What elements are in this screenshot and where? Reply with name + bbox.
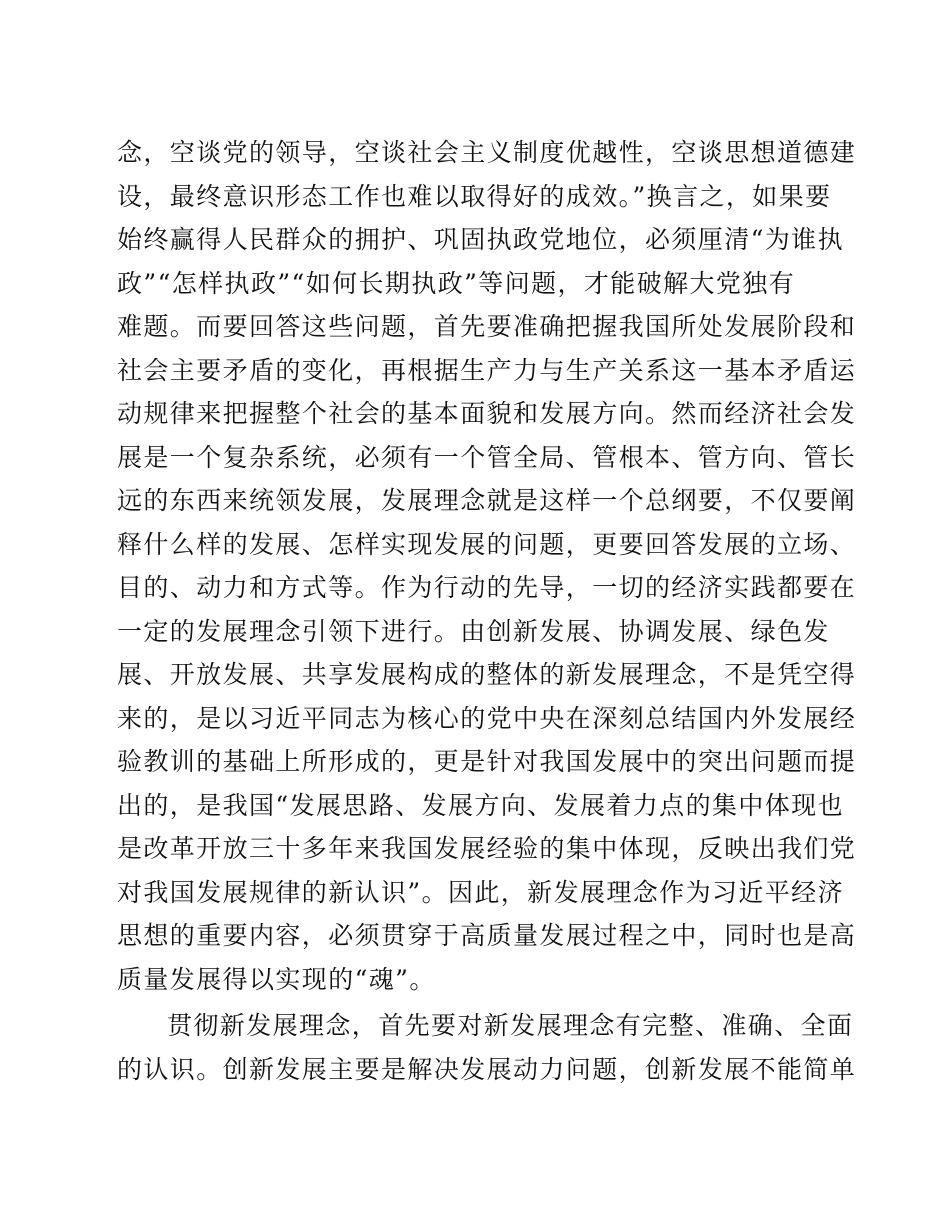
- text-line: 的认识。创新发展主要是解决发展动力问题，创新发展不能简单: [117, 1054, 857, 1084]
- text-line: 展、开放发展、共享发展构成的整体的新发展理念，不是凭空得: [117, 660, 857, 689]
- paragraph-2: [117, 1004, 857, 1091]
- text-line: 验教训的基础上所形成的，更是针对我国发展中的突出问题而提: [117, 747, 857, 776]
- paragraph-1: [117, 131, 857, 1001]
- text-line: 念，空谈党的领导，空谈社会主义制度优越性，空谈思想道德建: [117, 138, 857, 167]
- text-line: 远的东西来统领发展，发展理念就是这样一个总纲要，不仅要阐: [117, 486, 857, 515]
- text-line-indented: 贯彻新发展理念，首先要对新发展理念有完整、准确、全面: [167, 1011, 854, 1040]
- text-line: 对我国发展规律的新认识”。因此，新发展理念作为习近平经济: [117, 877, 844, 907]
- text-line: 政”“怎样执政”“如何长期执政”等问题，才能破解大党独有: [117, 268, 796, 298]
- text-line: 展是一个复杂系统，必须有一个管全局、管根本、管方向、管长: [117, 442, 857, 472]
- body-text: [117, 131, 857, 1091]
- text-line: 社会主要矛盾的变化，再根据生产力与生产关系这一基本矛盾运: [117, 355, 857, 385]
- text-line: 目的、动力和方式等。作为行动的先导，一切的经济实践都要在: [117, 573, 857, 602]
- text-line: 动规律来把握整个社会的基本面貌和发展方向。然而经济社会发: [117, 399, 857, 428]
- text-line: 来的，是以习近平同志为核心的党中央在深刻总结国内外发展经: [117, 703, 857, 733]
- text-line: 设，最终意识形态工作也难以取得好的成效。”换言之，如果要: [117, 181, 832, 211]
- text-line: 质量发展得以实现的“魂”。: [117, 964, 436, 994]
- text-line: 一定的发展理念引领下进行。由创新发展、协调发展、绿色发: [117, 616, 830, 646]
- text-line: 是改革开放三十多年来我国发展经验的集中体现，反映出我们党: [117, 834, 857, 863]
- text-line: 始终赢得人民群众的拥护、巩固执政党地位，必须厘清“为谁执: [117, 225, 844, 254]
- text-line: 释什么样的发展、怎样实现发展的问题，更要回答发展的立场、: [117, 529, 857, 559]
- text-line: 出的，是我国“发展思路、发展方向、发展着力点的集中体现也: [117, 790, 844, 820]
- text-line: 思想的重要内容，必须贯穿于高质量发展过程之中，同时也是高: [117, 921, 857, 950]
- text-line: 难题。而要回答这些问题，首先要准确把握我国所处发展阶段和: [117, 312, 857, 341]
